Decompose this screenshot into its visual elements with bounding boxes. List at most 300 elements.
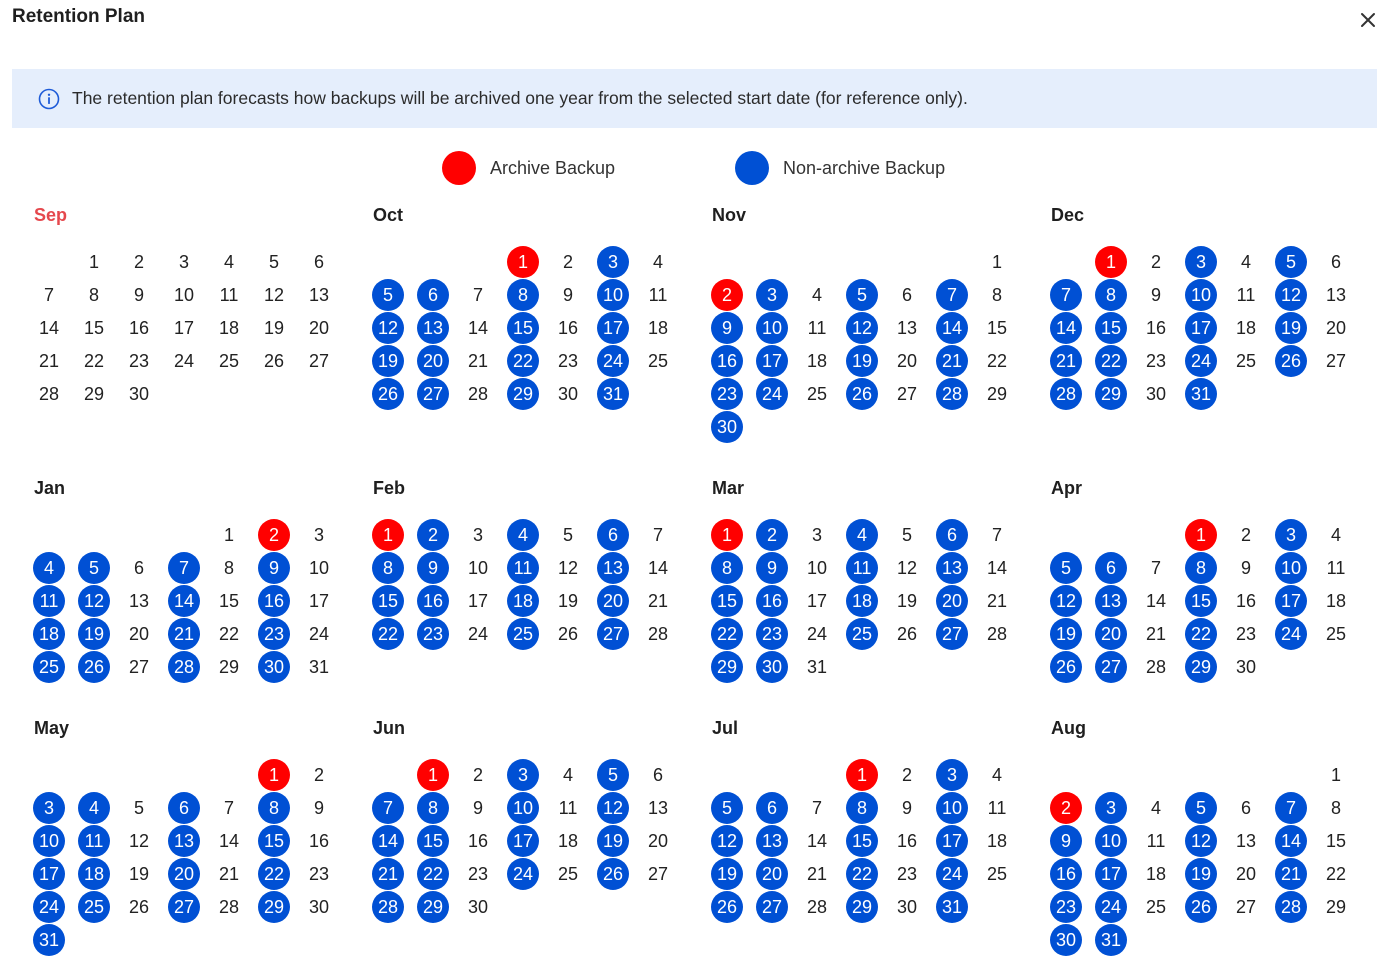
day-cell: 8 xyxy=(991,284,1002,305)
day-cell: 11 xyxy=(1146,830,1166,851)
day-cell: 8 xyxy=(417,792,449,824)
day-cell: 2 xyxy=(756,519,788,551)
day-cell: 14 xyxy=(1050,312,1082,344)
day-cell: 1 xyxy=(507,246,539,278)
day-cell: 20 xyxy=(756,858,788,890)
day-cell: 1 xyxy=(417,759,449,791)
day-cell: 10 xyxy=(308,557,330,578)
day-cell: 28 xyxy=(38,383,60,404)
day-cell: 23 xyxy=(1145,350,1167,371)
day-cell: 21 xyxy=(1050,345,1082,377)
day-cell: 25 xyxy=(507,618,539,650)
day-cell: 10 xyxy=(33,825,65,857)
day-cell: 31 xyxy=(936,891,968,923)
day-cell: 3 xyxy=(1185,246,1217,278)
day-cell: 31 xyxy=(1185,378,1217,410)
day-cell: 29 xyxy=(417,891,449,923)
day-cell: 23 xyxy=(417,618,449,650)
day-cell: 27 xyxy=(896,383,918,404)
day-cell: 27 xyxy=(308,350,330,371)
day-cell: 14 xyxy=(806,830,828,851)
month-title-jan: Jan xyxy=(34,478,66,498)
day-cell: 4 xyxy=(1150,797,1161,818)
legend-non-archive-label: Non-archive Backup xyxy=(783,157,946,178)
day-cell: 8 xyxy=(846,792,878,824)
day-cell: 30 xyxy=(308,896,330,917)
day-cell: 26 xyxy=(1050,651,1082,683)
day-cell: 4 xyxy=(78,792,110,824)
day-cell: 17 xyxy=(1185,312,1217,344)
day-cell: 22 xyxy=(1185,618,1217,650)
day-cell: 21 xyxy=(936,345,968,377)
day-cell: 26 xyxy=(1185,891,1217,923)
day-cell: 4 xyxy=(846,519,878,551)
day-cell: 5 xyxy=(562,524,573,545)
month-title-mar: Mar xyxy=(712,478,745,498)
day-cell: 13 xyxy=(1095,585,1127,617)
day-cell: 28 xyxy=(986,623,1008,644)
day-cell: 29 xyxy=(711,651,743,683)
day-cell: 12 xyxy=(1275,279,1307,311)
day-cell: 17 xyxy=(806,590,828,611)
day-cell: 21 xyxy=(1145,623,1167,644)
day-cell: 16 xyxy=(896,830,918,851)
day-cell: 23 xyxy=(467,863,489,884)
day-cell: 17 xyxy=(936,825,968,857)
day-cell: 28 xyxy=(467,383,489,404)
day-cell: 6 xyxy=(1330,251,1341,272)
day-cell: 6 xyxy=(652,764,663,785)
day-cell: 29 xyxy=(1185,651,1217,683)
day-cell: 15 xyxy=(258,825,290,857)
day-cell: 24 xyxy=(597,345,629,377)
day-cell: 10 xyxy=(806,557,828,578)
day-cell: 26 xyxy=(1275,345,1307,377)
day-cell: 28 xyxy=(372,891,404,923)
day-cell: 28 xyxy=(1050,378,1082,410)
day-cell: 12 xyxy=(557,557,579,578)
day-cell: 25 xyxy=(1325,623,1347,644)
day-cell: 6 xyxy=(133,557,144,578)
day-cell: 9 xyxy=(756,552,788,584)
day-cell: 4 xyxy=(33,552,65,584)
day-cell: 5 xyxy=(268,251,279,272)
day-cell: 20 xyxy=(128,623,150,644)
day-cell: 28 xyxy=(647,623,669,644)
day-cell: 4 xyxy=(652,251,663,272)
day-cell: 25 xyxy=(647,350,669,371)
day-cell: 2 xyxy=(313,764,324,785)
day-cell: 30 xyxy=(557,383,579,404)
month-title-jul: Jul xyxy=(712,718,739,738)
day-cell: 21 xyxy=(1275,858,1307,890)
day-cell: 26 xyxy=(372,378,404,410)
day-cell: 20 xyxy=(597,585,629,617)
day-cell: 21 xyxy=(372,858,404,890)
day-cell: 19 xyxy=(557,590,579,611)
day-cell: 8 xyxy=(1185,552,1217,584)
day-cell: 7 xyxy=(1275,792,1307,824)
day-cell: 21 xyxy=(806,863,828,884)
day-cell: 16 xyxy=(128,317,150,338)
day-cell: 10 xyxy=(173,284,195,305)
day-cell: 28 xyxy=(218,896,240,917)
day-cell: 25 xyxy=(218,350,240,371)
day-cell: 19 xyxy=(263,317,285,338)
day-cell: 1 xyxy=(372,519,404,551)
day-cell: 8 xyxy=(88,284,99,305)
day-cell: 13 xyxy=(756,825,788,857)
info-text: The retention plan forecasts how backups will be archived one year from the selected start date (for reference only). xyxy=(72,88,968,108)
day-cell: 15 xyxy=(218,590,240,611)
day-cell: 1 xyxy=(223,524,234,545)
day-cell: 9 xyxy=(258,552,290,584)
day-cell: 9 xyxy=(1050,825,1082,857)
day-cell: 5 xyxy=(1185,792,1217,824)
day-cell: 5 xyxy=(78,552,110,584)
day-cell: 12 xyxy=(78,585,110,617)
day-cell: 18 xyxy=(1145,863,1167,884)
day-cell: 14 xyxy=(38,317,60,338)
day-cell: 13 xyxy=(128,590,150,611)
day-cell: 20 xyxy=(417,345,449,377)
day-cell: 17 xyxy=(173,317,195,338)
day-cell: 8 xyxy=(711,552,743,584)
day-cell: 14 xyxy=(218,830,240,851)
day-cell: 30 xyxy=(467,896,489,917)
day-cell: 24 xyxy=(507,858,539,890)
day-cell: 21 xyxy=(168,618,200,650)
day-cell: 1 xyxy=(1095,246,1127,278)
day-cell: 19 xyxy=(1185,858,1217,890)
day-cell: 30 xyxy=(128,383,150,404)
day-cell: 20 xyxy=(308,317,330,338)
day-cell: 15 xyxy=(986,317,1008,338)
day-cell: 6 xyxy=(1095,552,1127,584)
day-cell: 11 xyxy=(219,284,239,305)
month-title-dec: Dec xyxy=(1051,205,1085,225)
day-cell: 25 xyxy=(806,383,828,404)
day-cell: 12 xyxy=(263,284,285,305)
day-cell: 1 xyxy=(258,759,290,791)
day-cell: 13 xyxy=(1235,830,1257,851)
day-cell: 23 xyxy=(756,618,788,650)
day-cell: 12 xyxy=(597,792,629,824)
day-cell: 29 xyxy=(83,383,105,404)
day-cell: 24 xyxy=(1275,618,1307,650)
day-cell: 26 xyxy=(557,623,579,644)
day-cell: 30 xyxy=(258,651,290,683)
month-title-feb: Feb xyxy=(373,478,406,498)
day-cell: 20 xyxy=(1325,317,1347,338)
day-cell: 15 xyxy=(711,585,743,617)
day-cell: 4 xyxy=(991,764,1002,785)
day-cell: 23 xyxy=(258,618,290,650)
day-cell: 16 xyxy=(1235,590,1257,611)
day-cell: 26 xyxy=(263,350,285,371)
close-icon xyxy=(1356,8,1380,32)
day-cell: 10 xyxy=(507,792,539,824)
day-cell: 13 xyxy=(308,284,330,305)
day-cell: 3 xyxy=(33,792,65,824)
day-cell: 4 xyxy=(507,519,539,551)
day-cell: 14 xyxy=(986,557,1008,578)
day-cell: 22 xyxy=(372,618,404,650)
day-cell: 10 xyxy=(597,279,629,311)
day-cell: 19 xyxy=(597,825,629,857)
day-cell: 19 xyxy=(128,863,150,884)
day-cell: 30 xyxy=(1235,656,1257,677)
day-cell: 3 xyxy=(313,524,324,545)
day-cell: 7 xyxy=(811,797,822,818)
close-button[interactable] xyxy=(1356,8,1380,32)
day-cell: 15 xyxy=(507,312,539,344)
day-cell: 2 xyxy=(472,764,483,785)
day-cell: 24 xyxy=(308,623,330,644)
day-cell: 5 xyxy=(846,279,878,311)
day-cell: 16 xyxy=(711,345,743,377)
day-cell: 18 xyxy=(33,618,65,650)
day-cell: 22 xyxy=(417,858,449,890)
day-cell: 31 xyxy=(33,924,65,956)
day-cell: 12 xyxy=(711,825,743,857)
day-cell: 25 xyxy=(78,891,110,923)
day-cell: 9 xyxy=(417,552,449,584)
day-cell: 22 xyxy=(1325,863,1347,884)
day-cell: 13 xyxy=(417,312,449,344)
day-cell: 11 xyxy=(558,797,578,818)
day-cell: 29 xyxy=(218,656,240,677)
day-cell: 1 xyxy=(88,251,99,272)
day-cell: 7 xyxy=(472,284,483,305)
day-cell: 13 xyxy=(896,317,918,338)
day-cell: 27 xyxy=(936,618,968,650)
day-cell: 2 xyxy=(562,251,573,272)
day-cell: 25 xyxy=(557,863,579,884)
day-cell: 17 xyxy=(1275,585,1307,617)
day-cell: 13 xyxy=(597,552,629,584)
day-cell: 9 xyxy=(313,797,324,818)
day-cell: 15 xyxy=(372,585,404,617)
day-cell: 26 xyxy=(711,891,743,923)
day-cell: 23 xyxy=(557,350,579,371)
day-cell: 15 xyxy=(83,317,105,338)
day-cell: 16 xyxy=(756,585,788,617)
day-cell: 5 xyxy=(372,279,404,311)
day-cell: 2 xyxy=(1150,251,1161,272)
day-cell: 27 xyxy=(128,656,150,677)
day-cell: 29 xyxy=(986,383,1008,404)
day-cell: 3 xyxy=(1095,792,1127,824)
day-cell: 23 xyxy=(711,378,743,410)
month-title-jun: Jun xyxy=(373,718,406,738)
day-cell: 7 xyxy=(991,524,1002,545)
day-cell: 18 xyxy=(78,858,110,890)
day-cell: 22 xyxy=(258,858,290,890)
day-cell: 8 xyxy=(223,557,234,578)
day-cell: 14 xyxy=(372,825,404,857)
day-cell: 1 xyxy=(1185,519,1217,551)
day-cell: 20 xyxy=(647,830,669,851)
day-cell: 6 xyxy=(936,519,968,551)
day-cell: 22 xyxy=(986,350,1008,371)
day-cell: 15 xyxy=(1095,312,1127,344)
day-cell: 22 xyxy=(218,623,240,644)
day-cell: 18 xyxy=(218,317,240,338)
day-cell: 19 xyxy=(896,590,918,611)
day-cell: 28 xyxy=(806,896,828,917)
day-cell: 11 xyxy=(507,552,539,584)
day-cell: 18 xyxy=(1325,590,1347,611)
day-cell: 4 xyxy=(811,284,822,305)
day-cell: 3 xyxy=(1275,519,1307,551)
day-cell: 12 xyxy=(1050,585,1082,617)
day-cell: 12 xyxy=(896,557,918,578)
day-cell: 5 xyxy=(1050,552,1082,584)
day-cell: 21 xyxy=(218,863,240,884)
day-cell: 27 xyxy=(756,891,788,923)
day-cell: 4 xyxy=(1240,251,1251,272)
day-cell: 10 xyxy=(1095,825,1127,857)
day-cell: 11 xyxy=(987,797,1007,818)
day-cell: 4 xyxy=(562,764,573,785)
non-archive-dot-icon xyxy=(735,151,769,185)
day-cell: 25 xyxy=(986,863,1008,884)
day-cell: 14 xyxy=(1145,590,1167,611)
day-cell: 28 xyxy=(1145,656,1167,677)
day-cell: 18 xyxy=(557,830,579,851)
day-cell: 11 xyxy=(33,585,65,617)
day-cell: 30 xyxy=(896,896,918,917)
day-cell: 17 xyxy=(33,858,65,890)
archive-dot-icon xyxy=(442,151,476,185)
day-cell: 5 xyxy=(133,797,144,818)
day-cell: 17 xyxy=(597,312,629,344)
day-cell: 14 xyxy=(168,585,200,617)
day-cell: 5 xyxy=(597,759,629,791)
day-cell: 22 xyxy=(83,350,105,371)
day-cell: 27 xyxy=(417,378,449,410)
month-title-apr: Apr xyxy=(1051,478,1082,498)
day-cell: 24 xyxy=(806,623,828,644)
day-cell: 2 xyxy=(711,279,743,311)
day-cell: 12 xyxy=(846,312,878,344)
day-cell: 20 xyxy=(936,585,968,617)
day-cell: 7 xyxy=(936,279,968,311)
day-cell: 29 xyxy=(258,891,290,923)
day-cell: 13 xyxy=(168,825,200,857)
day-cell: 30 xyxy=(756,651,788,683)
day-cell: 16 xyxy=(417,585,449,617)
day-cell: 26 xyxy=(846,378,878,410)
day-cell: 12 xyxy=(372,312,404,344)
day-cell: 25 xyxy=(1145,896,1167,917)
day-cell: 5 xyxy=(901,524,912,545)
month-title-oct: Oct xyxy=(373,205,404,225)
day-cell: 19 xyxy=(1050,618,1082,650)
day-cell: 11 xyxy=(1236,284,1256,305)
day-cell: 12 xyxy=(1185,825,1217,857)
day-cell: 16 xyxy=(467,830,489,851)
day-cell: 1 xyxy=(991,251,1002,272)
day-cell: 25 xyxy=(33,651,65,683)
day-cell: 16 xyxy=(1050,858,1082,890)
day-cell: 22 xyxy=(846,858,878,890)
day-cell: 28 xyxy=(936,378,968,410)
day-cell: 21 xyxy=(38,350,60,371)
day-cell: 3 xyxy=(507,759,539,791)
day-cell: 27 xyxy=(597,618,629,650)
day-cell: 10 xyxy=(936,792,968,824)
info-icon xyxy=(38,88,60,110)
day-cell: 8 xyxy=(1095,279,1127,311)
day-cell: 13 xyxy=(1325,284,1347,305)
month-title-may: May xyxy=(34,718,70,738)
day-cell: 25 xyxy=(1235,350,1257,371)
day-cell: 6 xyxy=(168,792,200,824)
day-cell: 20 xyxy=(168,858,200,890)
day-cell: 20 xyxy=(896,350,918,371)
legend-archive-label: Archive Backup xyxy=(490,157,616,178)
day-cell: 7 xyxy=(223,797,234,818)
day-cell: 6 xyxy=(417,279,449,311)
day-cell: 17 xyxy=(756,345,788,377)
day-cell: 9 xyxy=(562,284,573,305)
day-cell: 6 xyxy=(756,792,788,824)
day-cell: 8 xyxy=(258,792,290,824)
day-cell: 27 xyxy=(1095,651,1127,683)
day-cell: 18 xyxy=(846,585,878,617)
day-cell: 14 xyxy=(467,317,489,338)
day-cell: 28 xyxy=(1275,891,1307,923)
month-title-aug: Aug xyxy=(1051,718,1086,738)
day-cell: 16 xyxy=(308,830,330,851)
day-cell: 7 xyxy=(168,552,200,584)
day-cell: 15 xyxy=(846,825,878,857)
month-title-sep: Sep xyxy=(34,205,68,225)
day-cell: 19 xyxy=(78,618,110,650)
day-cell: 29 xyxy=(1095,378,1127,410)
day-cell: 11 xyxy=(807,317,827,338)
day-cell: 16 xyxy=(557,317,579,338)
day-cell: 9 xyxy=(901,797,912,818)
day-cell: 6 xyxy=(1240,797,1251,818)
day-cell: 16 xyxy=(1145,317,1167,338)
day-cell: 28 xyxy=(168,651,200,683)
day-cell: 3 xyxy=(936,759,968,791)
day-cell: 1 xyxy=(1330,764,1341,785)
day-cell: 18 xyxy=(986,830,1008,851)
day-cell: 11 xyxy=(846,552,878,584)
day-cell: 23 xyxy=(128,350,150,371)
day-cell: 17 xyxy=(507,825,539,857)
day-cell: 29 xyxy=(1325,896,1347,917)
day-cell: 7 xyxy=(372,792,404,824)
day-cell: 26 xyxy=(597,858,629,890)
day-cell: 27 xyxy=(1325,350,1347,371)
day-cell: 19 xyxy=(711,858,743,890)
day-cell: 31 xyxy=(308,656,330,677)
day-cell: 2 xyxy=(1240,524,1251,545)
day-cell: 31 xyxy=(597,378,629,410)
legend-archive xyxy=(442,151,615,185)
day-cell: 8 xyxy=(507,279,539,311)
day-cell: 6 xyxy=(901,284,912,305)
day-cell: 21 xyxy=(986,590,1008,611)
day-cell: 5 xyxy=(1275,246,1307,278)
day-cell: 20 xyxy=(1235,863,1257,884)
day-cell: 31 xyxy=(806,656,828,677)
